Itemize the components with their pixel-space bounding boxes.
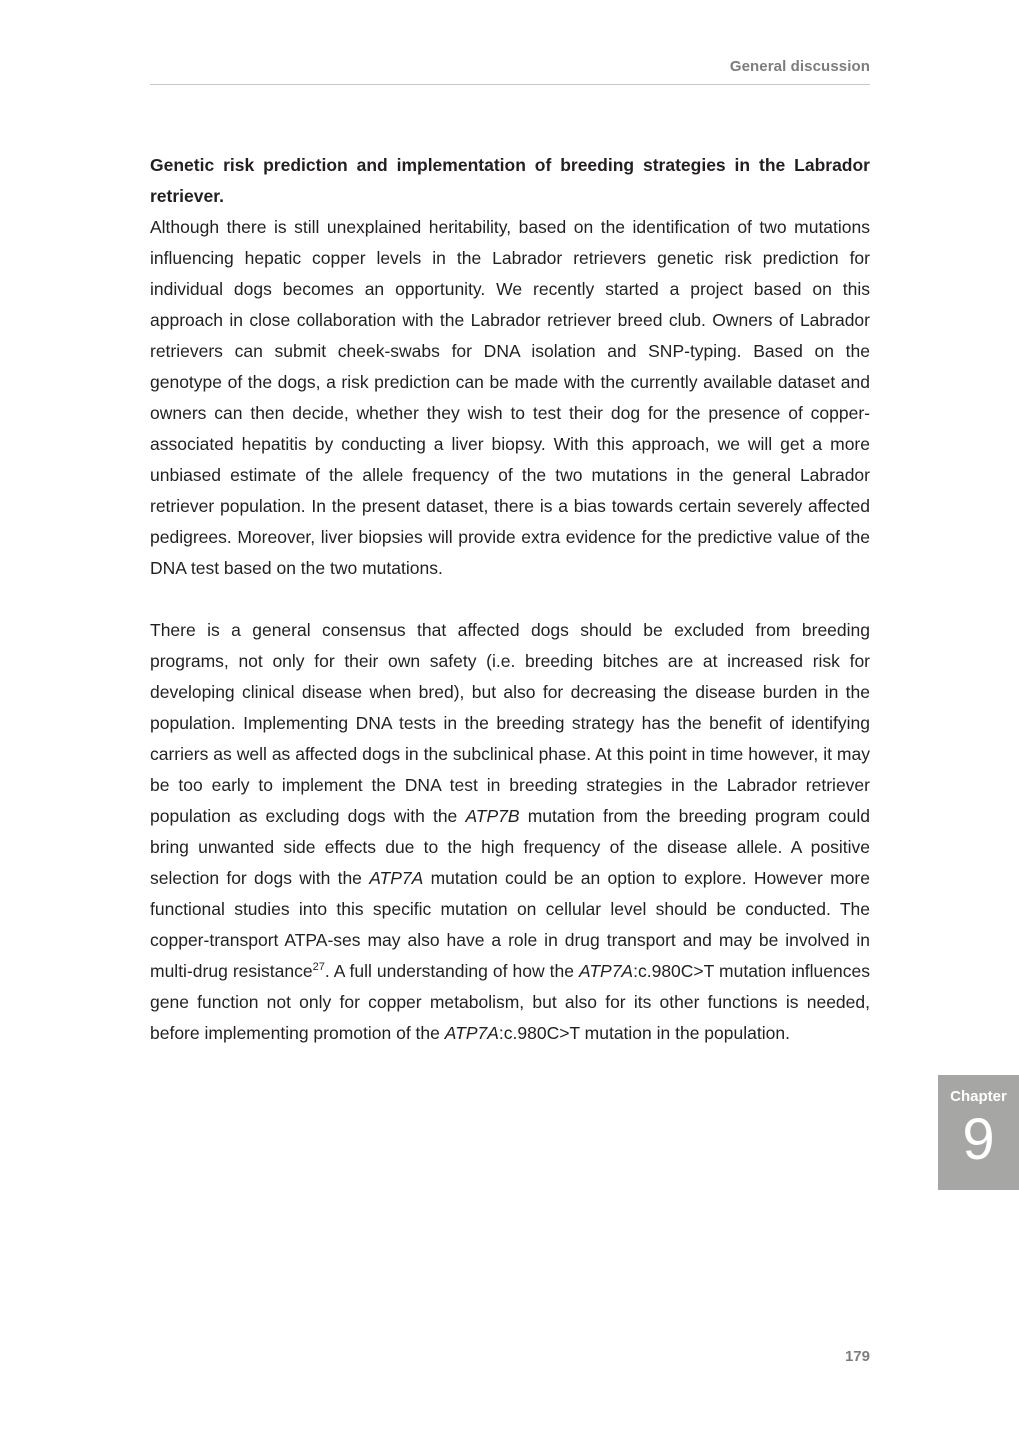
paragraph-1: Although there is still unexplained heritability, based on the identification of two mutations influencing hepatic copper levels in the Labrador retrievers genetic risk prediction for individual dogs becomes an opportunity. We recently started a project based on this approach in close collaboration with the Labrador retriever breed club. Owners of Labrador retrievers can submit cheek-swabs for DNA isolation and SNP-typing. Based on the genotype of the dogs, a risk prediction can be made with the currently available dataset and owners can then decide, whether they wish to test their dog for the presence of copper-associated hepatitis by conducting a liver biopsy. With this approach, we will get a more unbiased estimate of the allele frequency of the two mutations in the general Labrador retriever population. In the present dataset, there is a bias towards certain severely affected pedigrees. Moreover, liver biopsies will provide extra evidence for the predictive value of the DNA test based on the two mutations.: [150, 217, 870, 578]
paragraph-2: There is a general consensus that affected dogs should be excluded from breeding programs, not only for their own safety (i.e. breeding bitches are at increased risk for developing clinical disease when bred), but also for decreasing the disease burden in the population. Implementing DNA tests in the breeding strategy has the benefit of identifying carriers as well as affected dogs in the subclinical phase. At this point in time however, it may be too early to implement the DNA test in breeding strategies in the Labrador retriever population as excluding dogs with the ATP7B mutation from the breeding program could bring unwanted side effects due to the high frequency of the disease allele. A positive selection for dogs with the ATP7A mutation could be an option to explore. However more functional studies into this specific mutation on cellular level should be conducted. The copper-transport ATPA-ses may also have a role in drug transport and may be involved in multi-drug resistance$^{27}$. A full understanding of how the ATP7A:c.980C>T mutation influences gene function not only for copper metabolism, but also for its other functions is needed, before implementing promotion of the ATP7A:c.980C>T mutation in the population.: [150, 620, 870, 1043]
section-heading: Genetic risk prediction and implementation of breeding strategies in the Labrador retriever.: [150, 155, 870, 206]
page-number: 179: [844, 1348, 870, 1365]
running-header: [150, 58, 870, 85]
running-header-text: General discussion: [729, 58, 870, 75]
page-content: [150, 150, 870, 1049]
chapter-tab-label: Chapter: [950, 1088, 1007, 1105]
chapter-tab: [938, 1075, 1019, 1190]
chapter-tab-number: 9: [962, 1107, 995, 1172]
